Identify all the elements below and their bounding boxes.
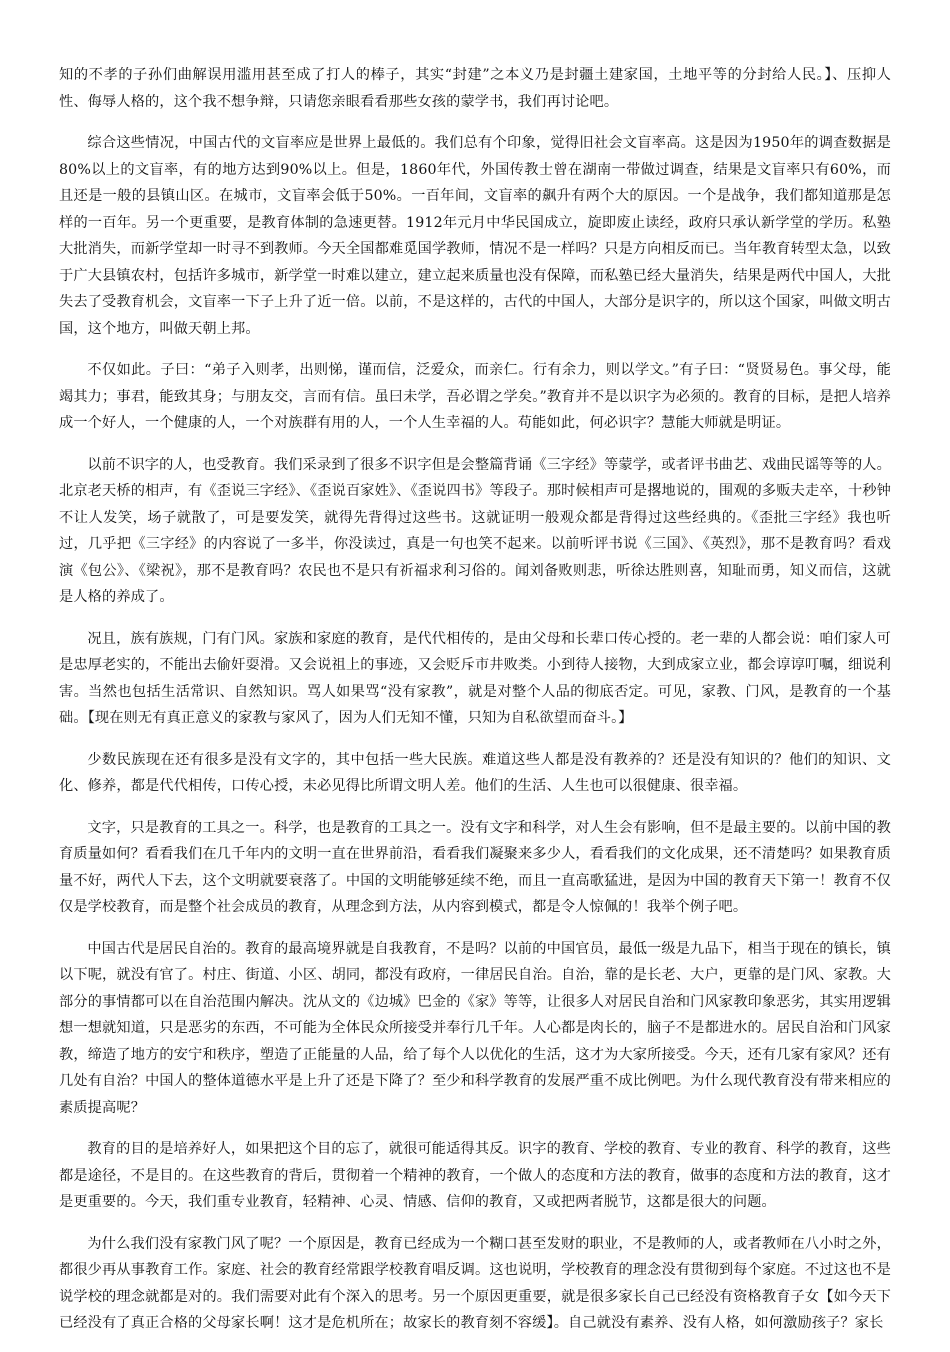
paragraph: 教育的目的是培养好人，如果把这个目的忘了，就很可能适得其反。识字的教育、学校的教育、专业的教育、科学的教育，这些都是途径，不是目的。在这些教育的背后，贯彻着一个精神的教育，一个做人的态度和方法的教育，做事的态度和方法的教育，这才是更重要的。今天，我们重专业教育，轻精神、心灵、情感、信仰的教育，又或把两者脱节，这都是很大的问题。 [59,1141,891,1210]
paragraph: 为什么我们没有家教门风了呢？一个原因是，教育已经成为一个糊口甚至发财的职业，不是教师的人，或者教师在八小时之外，都很少再从事教育工作。家庭、社会的教育经常跟学校教育唱反调。这也说明，学校教育的理念没有贯彻到每个家庭。不过这也不是说学校的理念就都是对的。我们需要对此有个深入的思考。另一个原因更重要，就是很多家长自己已经没有资格教育子女【如今天下已经没有了真正合格的父母家长啊！这才是危机所在；故家长的教育刻不容缓】。自己就没有素养、没有人格，如何激励孩子？家长 [59,1235,891,1331]
paragraph: 况且，族有族规，门有门风。家族和家庭的教育，是代代相传的，是由父母和长辈口传心授的。老一辈的人都会说：咱们家人可是忠厚老实的，不能出去偷奸耍滑。又会说祖上的事迹，又会贬斥市井败类。小到待人接物，大到成家立业，都会谆谆叮嘱，细说利害。当然也包括生活常识、自然知识。骂人如果骂“没有家教”，就是对整个人品的彻底否定。可见，家教、门风，是教育的一个基础。【现在则无有真正意义的家教与家风了，因为人们无知不懂，只知为自私欲望而奋斗。】 [59,630,891,726]
document-body [59,62,891,1352]
paragraph: 知的不孝的子孙们曲解误用滥用甚至成了打人的棒子，其实“封建”之本义乃是封疆土建家国，土地平等的分封给人民。】、压抑人性、侮辱人格的，这个我不想争辩，只请您亲眼看看那些女孩的蒙学书，我们再讨论吧。 [59,67,891,110]
paragraph: 以前不识字的人，也受教育。我们采录到了很多不识字但是会整篇背诵《三字经》等蒙学，或者评书曲艺、戏曲民谣等等的人。北京老天桥的相声，有《歪说三字经》、《歪说百家姓》、《歪说四书》等段子。那时候相声可是撂地说的，围观的多贩夫走卒，十秒钟不让人发笑，场子就散了，可是要发笑，就得先背得过这些书。这就证明一般观众都是背得过这些经典的。《歪批三字经》我也听过，几乎把《三字经》的内容说了一多半，你没读过，真是一句也笑不起来。以前听评书说《三国》、《英烈》，那不是教育吗？看戏演《包公》、《梁祝》，那不是教育吗？农民也不是只有祈福求利习俗的。闻刘备败则悲，听徐达胜则喜，知耻而勇，知义而信，这就是人格的养成了。 [59,456,891,605]
paragraph: 中国古代是居民自治的。教育的最高境界就是自我教育，不是吗？以前的中国官员，最低一级是九品下，相当于现在的镇长，镇以下呢，就没有官了。村庄、街道、小区、胡同，都没有政府，一律居民自治。自治，靠的是长老、大户，更靠的是门风、家教。大部分的事情都可以在自治范围内解决。沈从文的《边城》巴金的《家》等等，让很多人对居民自治和门风家教印象恶劣，其实用逻辑想一想就知道，只是恶劣的东西，不可能为全体民众所接受并奉行几千年。人心都是肉长的，脑子不是都进水的。居民自治和门风家教，缔造了地方的安宁和秩序，塑造了正能量的人品，给了每个人以优化的生活，这才为大家所接受。今天，还有几家有家风？还有几处有自治？中国人的整体道德水平是上升了还是下降了？至少和科学教育的发展严重不成比例吧。为什么现代教育没有带来相应的素质提高呢？ [59,940,891,1116]
paragraph: 综合这些情况，中国古代的文盲率应是世界上最低的。我们总有个印象，觉得旧社会文盲率高。这是因为1950年的调查数据是80%以上的文盲率，有的地方达到90%以上。但是，1860年代，外国传教士曾在湖南一带做过调查，结果是文盲率只有60%，而且还是一般的县镇山区。在城市，文盲率会低于50%。一百年间，文盲率的飙升有两个大的原因。一个是战争，我们都知道那是怎样的一百年。另一个更重要，是教育体制的急速更替。1912年元月中华民国成立，旋即废止读经，政府只承认新学堂的学历。私塾大批消失，而新学堂却一时寻不到教师。今天全国都难觅国学教师，情况不是一样吗？只是方向相反而已。当年教育转型太急，以致于广大县镇农村，包括许多城市，新学堂一时难以建立，建立起来质量也没有保障，而私塾已经大量消失，结果是两代中国人，大批失去了受教育机会，文盲率一下子上升了近一倍。以前，不是这样的，古代的中国人，大部分是识字的，所以这个国家，叫做文明古国，这个地方，叫做天朝上邦。 [59,135,891,337]
paragraph: 文字，只是教育的工具之一。科学，也是教育的工具之一。没有文字和科学，对人生会有影响，但不是最主要的。以前中国的教育质量如何？看看我们在几千年内的文明一直在世界前沿，看看我们凝聚来多少人，看看我们的文化成果，还不清楚吗？如果教育质量不好，两代人下去，这个文明就要衰落了。中国的文明能够延续不绝，而且一直高歌猛进，是因为中国的教育天下第一！教育不仅仅是学校教育，而是整个社会成员的教育，从理念到方法，从内容到模式，都是令人惊佩的！我举个例子吧。 [59,819,891,915]
paragraph: 少数民族现在还有很多是没有文字的，其中包括一些大民族。难道这些人都是没有教养的？还是没有知识的？他们的知识、文化、修养，都是代代相传，口传心授，未必见得比所谓文明人差。他们的生活、人生也可以很健康、很幸福。 [59,751,891,794]
paragraph: 不仅如此。子曰：“弟子入则孝，出则悌，谨而信，泛爱众，而亲仁。行有余力，则以学文。”有子曰：“贤贤易色。事父母，能竭其力；事君，能致其身；与朋友交，言而有信。虽曰未学，吾必谓之学矣。”教育并不是以识字为必须的。教育的目标，是把人培养成一个好人，一个健康的人，一个对族群有用的人，一个人生幸福的人。苟能如此，何必识字？慧能大师就是明证。 [59,362,891,431]
